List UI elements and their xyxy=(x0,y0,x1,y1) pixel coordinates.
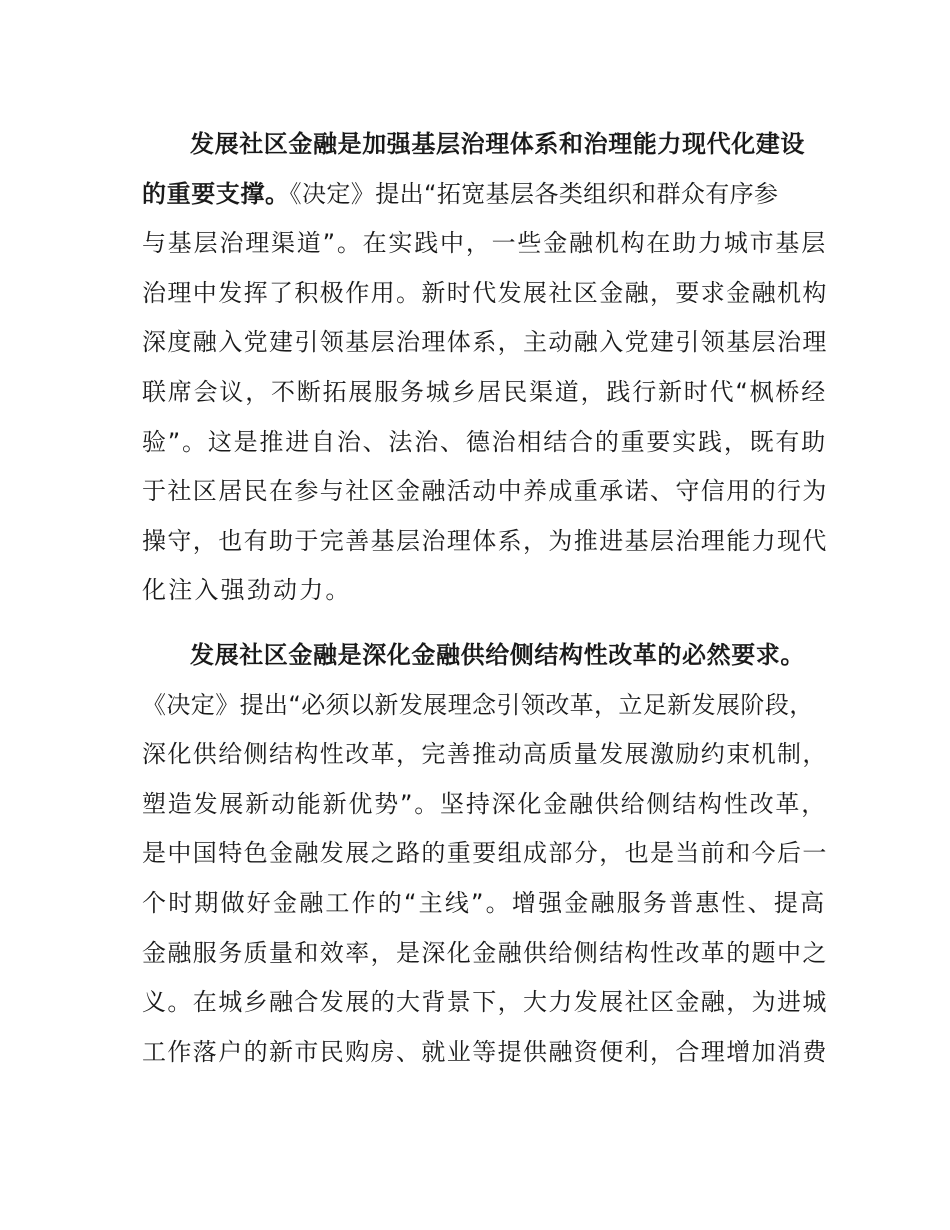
paragraph-line: 深化供给侧结构性改革，完善推动高质量发展激励约束机制， xyxy=(142,740,828,769)
paragraph-financial-supply-side-reform xyxy=(142,631,827,1077)
paragraph-line: 于社区居民在参与社区金融活动中养成重承诺、守信用的行为 xyxy=(142,477,828,506)
paragraph-line: 深度融入党建引领基层治理体系，主动融入党建引领基层治理 xyxy=(142,328,828,357)
paragraph-line: 联席会议，不断拓展服务城乡居民渠道，践行新时代“枫桥经 xyxy=(142,377,828,406)
paragraph-line: 义。在城乡融合发展的大背景下，大力发展社区金融，为进城 xyxy=(142,988,828,1017)
paragraph-line: 金融服务质量和效率，是深化金融供给侧结构性改革的题中之 xyxy=(142,938,828,967)
paragraph-line: 塑造发展新动能新优势”。坚持深化金融供给侧结构性改革， xyxy=(142,789,828,818)
paragraph-line: 是中国特色金融发展之路的重要组成部分，也是当前和今后一 xyxy=(142,839,828,868)
paragraph-line: 验”。这是推进自治、法治、德治相结合的重要实践，既有助 xyxy=(142,427,828,456)
paragraph-line: 化注入强劲动力。 xyxy=(142,576,352,605)
paragraph-community-finance-governance xyxy=(142,120,827,616)
paragraph-line: 《决定》提出“必须以新发展理念引领改革，立足新发展阶段， xyxy=(142,690,814,719)
paragraph-text: 《决定》提出“拓宽基层各类组织和群众有序参 xyxy=(289,179,779,208)
paragraph-line: 工作落户的新市民购房、就业等提供融资便利，合理增加消费 xyxy=(142,1037,828,1066)
paragraph-lead-bold: 发展社区金融是深化金融供给侧结构性改革的必然要求。 xyxy=(190,641,805,669)
paragraph-line xyxy=(142,170,827,220)
paragraph-line: 治理中发挥了积极作用。新时代发展社区金融，要求金融机构 xyxy=(142,278,828,307)
paragraph-lead-bold: 的重要支撑。 xyxy=(142,179,290,208)
paragraph-line: 个时期做好金融工作的“主线”。增强金融服务普惠性、提高 xyxy=(142,888,827,917)
paragraph-line: 操守，也有助于完善基层治理体系，为推进基层治理能力现代 xyxy=(142,526,828,555)
paragraph-lead-bold: 发展社区金融是加强基层治理体系和治理能力现代化建设 xyxy=(190,130,805,158)
paragraph-line: 与基层治理渠道”。在实践中，一些金融机构在助力城市基层 xyxy=(142,229,828,258)
